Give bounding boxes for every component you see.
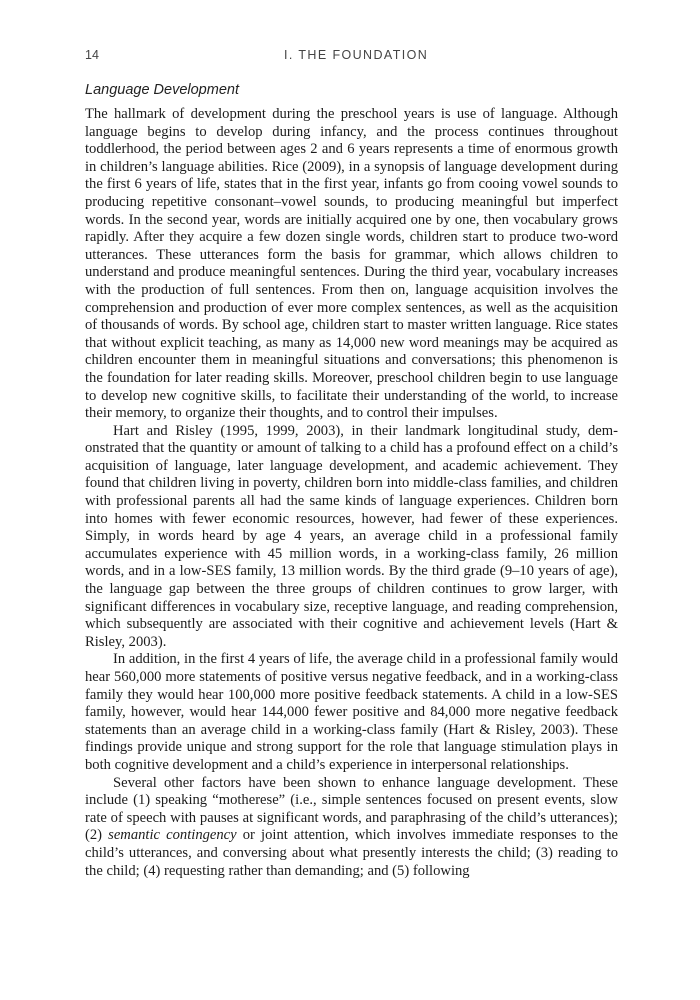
chapter-title: I. THE FOUNDATION xyxy=(284,48,429,62)
paragraph-1: The hallmark of development during the preschool years is use of language. Although language begins to develop during infancy, and the process continues throughout toddlerhood, the period between ages 2 and 6 years represents a time of enormous growth in children’s language abilities. Rice (2009), in a synopsis of language development during the first 6 years of life, states that in the first year, infants go from cooing vowel sounds to producing repetitive consonant–vowel sounds, to producing meaningful but imperfect words. In the second year, words are initially acquired one by one, then vocabulary grows rapidly. After they acquire a few dozen single words, children start to produce two-word utterances. These utterances form the basis for grammar, which allows children to understand and produce meaningful sentences. During the third year, vocabulary increases with the production of full sentences. From then on, language acquisition involves the comprehension and production of ever more complex sentences, as well as the acquisition of thousands of words. By school age, children start to master written language. Rice states that without explicit teaching, as many as 14,000 new word meanings may be acquired as children encounter them in meaningful situations and conversations; this phenomenon is the foundation for later reading skills. Moreover, preschool children begin to use language to develop new cognitive skills, to facilitate their understanding of the world, to increase their memory, to organize their thoughts, and to control their impulses. xyxy=(85,106,618,422)
running-head xyxy=(85,48,618,68)
paragraph-4 xyxy=(85,775,618,881)
paragraph-2: Hart and Risley (1995, 1999, 2003), in their landmark longitudinal study, demonstrated that the quantity or amount of talking to a child has a profound effect on a child’s acquisition of language, later language development, and academic achievement. They found that children living in poverty, children born into middle-class families, and children with professional parents all had the same kinds of language experiences. Children born into homes with fewer economic resources, however, had fewer of these experiences. Simply, in words heard by age 4 years, an average child in a professional family accumulates experience with 45 million words, in a working-class family, 26 million words, and in a low-SES family, 13 million words. By the third grade (9–10 years of age), the language gap between the three groups of children continues to grow larger, with significant differences in vocabulary size, receptive language, and reading comprehension, which subsequently are associated with their cognitive and achievement levels (Hart & Risley, 2003). xyxy=(85,422,618,650)
paragraph-4-text-a: Several other factors have been shown to enhance language development. These include (1) speaking “motherese” (i.e., simple sentences focused on present events, slow rate of speech with pauses at significant words, and paraphrasing of the child’s utterances); (2) xyxy=(85,774,618,844)
section-heading: Language Development xyxy=(85,82,239,98)
body-text xyxy=(85,106,618,880)
paragraph-4-text-b: or joint attention, which involves immediate responses to the child’s utterances, and conversing about what presently interests the child; (3) reading to the child; (4) requesting rather than demanding; and (5) following xyxy=(85,827,618,879)
paragraph-4-emphasis: semantic contingency xyxy=(108,827,237,844)
page-number: 14 xyxy=(85,48,99,62)
book-page xyxy=(85,48,618,880)
paragraph-3: In addition, in the first 4 years of life, the average child in a professional family would hear 560,000 more statements of positive versus negative feedback, and in a working-class family they would hear 100,000 more positive feedback statements. A child in a low-SES family, however, would hear 144,000 fewer positive and 84,000 more negative feedback statements than an average child in a working-class family (Hart & Risley, 2003). These findings provide unique and strong support for the role that language stimulation plays in both cognitive development and a child’s experience in interpersonal relationships. xyxy=(85,651,618,773)
